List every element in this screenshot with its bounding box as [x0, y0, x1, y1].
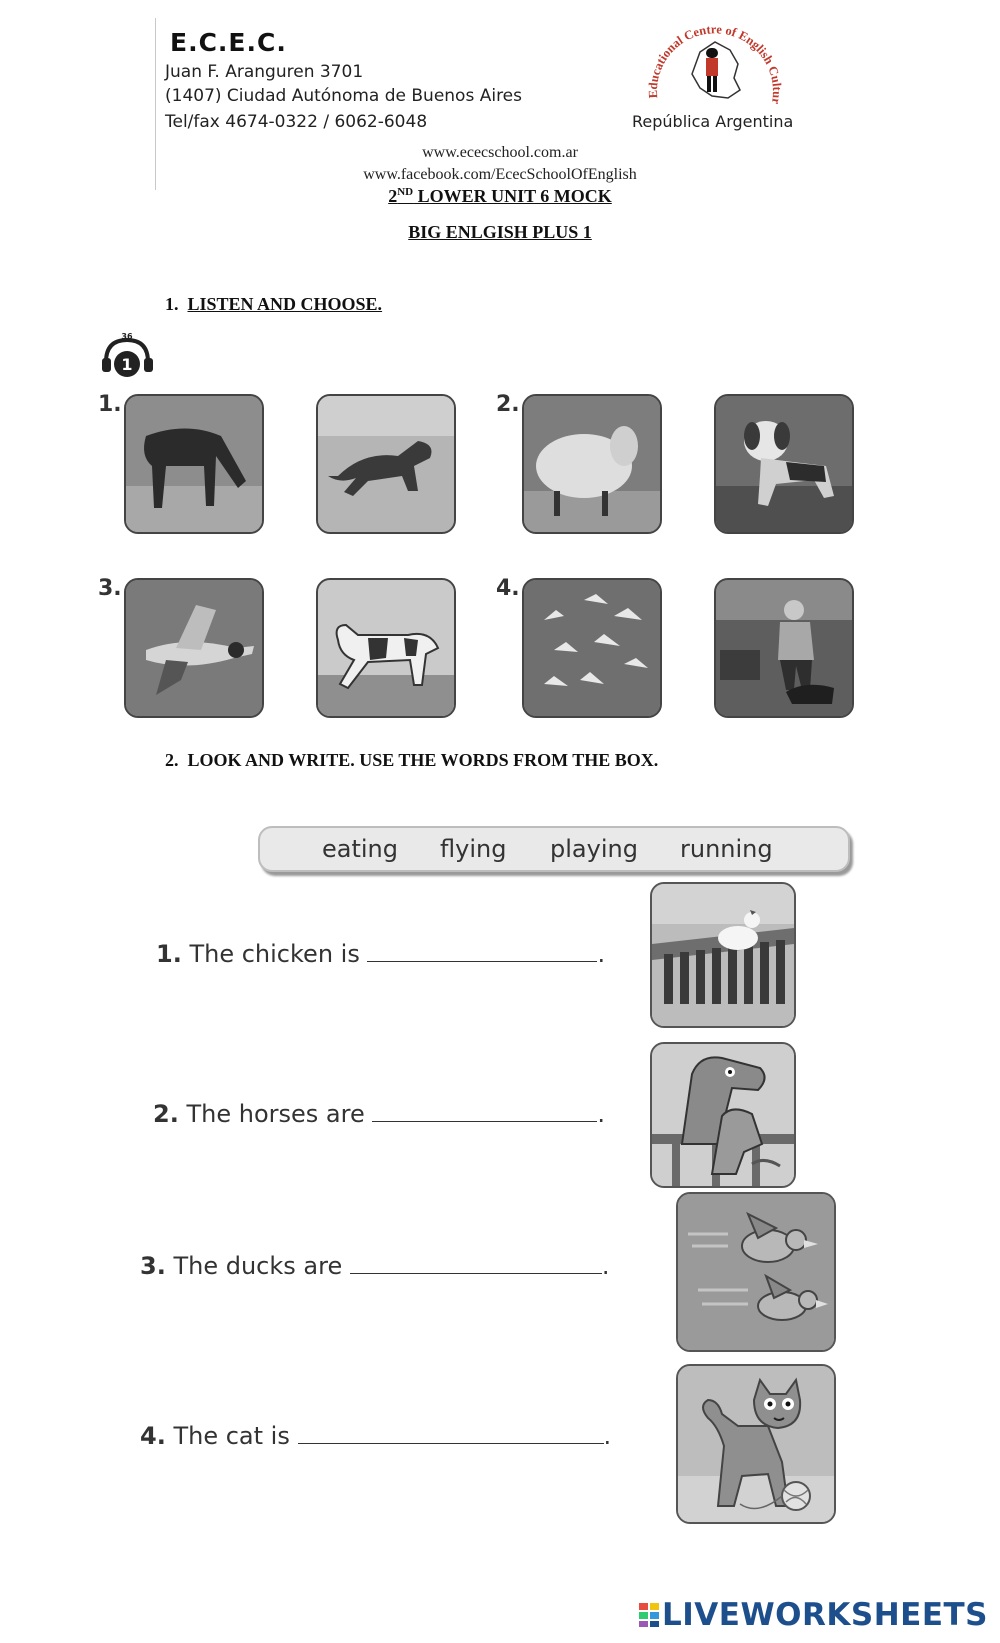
item-4-number: 4. — [496, 576, 520, 601]
horse-running-photo[interactable] — [316, 578, 456, 718]
chicken-on-fence-picture — [650, 882, 796, 1028]
sheep-photo[interactable] — [522, 394, 662, 534]
horses-eating-picture — [650, 1042, 796, 1188]
boy-with-dog-photo[interactable] — [714, 578, 854, 718]
ducks-flying-picture — [676, 1192, 836, 1352]
word-eating: eating — [322, 835, 398, 863]
section-2-heading: 2. LOOK AND WRITE. USE THE WORDS FROM THE BOX. — [165, 750, 659, 770]
audio-track-icon[interactable] — [100, 330, 155, 380]
cat-playing-picture — [676, 1364, 836, 1524]
section-1-heading: 1. LISTEN AND CHOOSE. — [165, 294, 383, 314]
header-divider — [155, 18, 156, 190]
school-name: E.C.E.C. — [170, 28, 287, 57]
answer-blank-4[interactable] — [298, 1423, 604, 1444]
audio-number: 1 — [121, 355, 133, 374]
track-number: 36 — [121, 332, 133, 341]
item-3-number: 3. — [98, 576, 122, 601]
sentence-2: 2. The horses are . — [153, 1100, 605, 1128]
sentence-4: 4. The cat is . — [140, 1422, 612, 1450]
liveworksheets-brand[interactable] — [639, 1597, 988, 1633]
answer-blank-3[interactable] — [350, 1253, 602, 1274]
duck-flying-photo[interactable] — [124, 578, 264, 718]
word-playing: playing — [550, 835, 638, 863]
phone-line: Tel/fax 4674-0322 / 6062-6048 — [165, 112, 428, 132]
geese-flying-photo[interactable] — [522, 578, 662, 718]
address-line-1: Juan F. Aranguren 3701 — [165, 62, 364, 82]
sentence-3: 3. The ducks are . — [140, 1252, 610, 1280]
sentence-1: 1. The chicken is . — [156, 940, 606, 968]
liveworksheets-logo-icon — [639, 1603, 659, 1627]
book-title: BIG ENLGISH PLUS 1 — [408, 222, 592, 242]
word-running: running — [680, 835, 773, 863]
item-1-number: 1. — [98, 392, 122, 417]
horse-eating-photo[interactable] — [124, 394, 264, 534]
address-line-2: (1407) Ciudad Autónoma de Buenos Aires — [165, 86, 522, 106]
website-link[interactable]: www.ececschool.com.ar — [422, 144, 578, 161]
unit-title: 2ND LOWER UNIT 6 MOCK — [388, 186, 612, 206]
item-2-number: 2. — [496, 392, 520, 417]
school-logo — [640, 12, 790, 117]
puppy-running-photo[interactable] — [714, 394, 854, 534]
country-label: República Argentina — [632, 112, 794, 131]
dog-running-photo[interactable] — [316, 394, 456, 534]
answer-blank-1[interactable] — [367, 941, 597, 962]
facebook-link[interactable]: www.facebook.com/EcecSchoolOfEnglish — [363, 166, 637, 183]
brand-text: LIVEWORKSHEETS — [662, 1597, 988, 1633]
logo-arc-text: Educational Centre of English Cultur — [645, 22, 785, 105]
answer-blank-2[interactable] — [372, 1101, 597, 1122]
word-flying: flying — [440, 835, 507, 863]
